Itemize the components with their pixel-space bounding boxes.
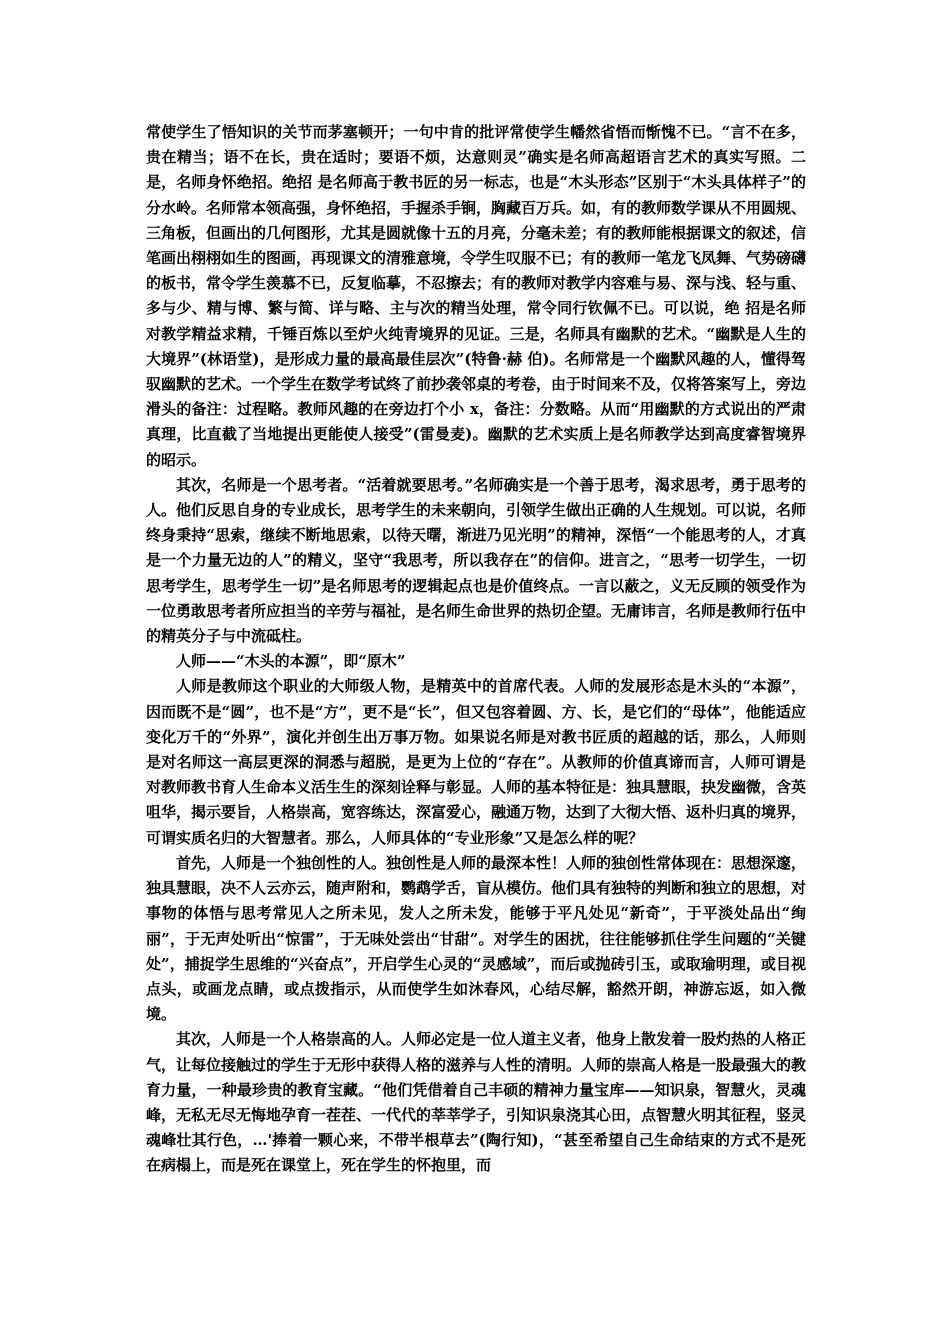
paragraph-4: 首先，人师是一个独创性的人。独创性是人师的最深本性！人师的独创性常体现在：思想深邃，独具慧眼，决不人云亦云，随声附和，鹦鹉学舌，盲从模仿。他们具有独特的判断和独立的思想，对事物的体悟与思考常见人之所未见，发人之所未发，能够于平凡处见“新奇”，于平淡处品出“绚丽”，于无声处听出“惊雷”，于无味处尝出“甘甜”。对学生的困扰，往往能够抓住学生问题的“关键处”，捕捉学生思维的“兴奋点”，开启学生心灵的“灵感域”，而后或抛砖引玉，或取瑜明理，或目视点头，或画龙点睛，或点拨指示，从而使学生如沐春风，心结尽解，豁然开朗，神游忘返，如入微境。 <box>146 853 807 1024</box>
paragraph-5: 其次，人师是一个人格崇高的人。人师必定是一位人道主义者，他身上散发着一股灼热的人格正气，让每位接触过的学生于无形中获得人格的滋养与人性的清明。人师的崇高人格是一股最强大的教育力量，一种最珍贵的教育宝藏。“他们凭借着自己丰硕的精神力量宝库——知识泉，智慧火，灵魂峰，无私无尽无悔地孕育一茬茬、一代代的莘莘学子，引知识泉浇其心田，点智慧火明其征程，竖灵魂峰壮其行色，…'捧着一颗心来，不带半根草去”(陶行知)，“甚至希望自己生命结束的方式不是死在病榻上，而是死在课堂上，死在学生的怀抱里，而 <box>146 1030 807 1175</box>
paragraph-2: 其次，名师是一个思考者。“活着就要思考。”名师确实是一个善于思考，渴求思考，勇于思考的人。他们反思自身的专业成长，思考学生的未来朝向，引领学生做出正确的人生规划。可以说，名师终身秉持“思索，继续不断地思索，以待天曙，渐进乃见光明”的精神，深悟“一个能思考的人，才真是一个力量无边的人”的精义，坚守“我思考，所以我存在”的信仰。进言之，“思考一切学生，一切思考学生，思考学生一切”是名师思考的逻辑起点也是价值终点。一言以蔽之，义无反顾的领受作为一位勇敢思考者所应担当的辛劳与福祉，是名师生命世界的热切企望。无庸讳言，名师是教师行伍中的精英分子与中流砥柱。 <box>146 475 807 646</box>
paragraph-3: 人师是教师这个职业的大师级人物，是精英中的首席代表。人师的发展形态是木头的“本源”，因而既不是“圆”，也不是“方”，更不是“长”，但又包容着圆、方、长，是它们的“母体”，他能适应变化万千的“外界”，演化并创生出万事万物。如果说名师是对教书匠质的超越的话，那么，人师则是对名师这一高层更深的洞悉与超脱，是更为上位的“存在”。从教师的价值真谛而言，人师可谓是对教师教书育人生命本义活生生的深刻诠释与彰显。人师的基本特征是：独具慧眼，抉发幽微，含英咀华，揭示要旨，人格崇高，宽容练达，深富爱心，融通万物，达到了大彻大悟、返朴归真的境界，可谓实质名归的大智慧者。那么，人师具体的“专业形象”又是怎么样的呢？ <box>146 677 807 847</box>
document-body <box>146 120 806 1179</box>
paragraph-1: 常使学生了悟知识的关节而茅塞顿开；一句中肯的批评常使学生幡然省悟而惭愧不已。“言不在多，贵在精当；语不在长，贵在适时；要语不烦，达意则灵”确实是名师高超语言艺术的真实写照。二是，名师身怀绝招。绝招 是名师高于教书匠的另一标志，也是“木头形态”区别于“木头具体样子”的分水岭。名师常本领高强，身怀绝招，手握杀手锏，胸藏百万兵。如，有的教师数学课从不用圆规、三角板，但画出的几何图形，尤其是圆就像十五的月亮，分毫未差；有的教师能根据课文的叙述，信笔画出栩栩如生的图画，再现课文的清雅意境，令学生叹服不已；有的教师一笔龙飞凤舞、气势磅礴的板书，常令学生羡慕不已，反复临摹，不忍擦去；有的教师对教学内容难与易、深与浅、轻与重、多与少、精与博、繁与简、详与略、主与次的精当处理，常令同行钦佩不已。可以说，绝 招是名师对教学精益求精，千锤百炼以至炉火纯青境界的见证。三是，名师具有幽默的艺术。“幽默是人生的大境界”(林语堂)，是形成力量的最高最佳层次”(特鲁·赫 伯)。名师常是一个幽默风趣的人，懂得驾驭幽默的艺术。一个学生在数学考试终了前抄袭邻桌的考卷，由于时间来不及，仅将答案写上，旁边滑头的备注：过程略。教师风趣的在旁边打个小 x，备注：分数略。从而“用幽默的方式说出的严肃真理，比直截了当地提出更能使人接受”(雷曼麦)。幽默的艺术实质上是名师教学达到高度睿智境界的昭示。 <box>146 123 807 469</box>
section-heading: 人师——“木头的本源”，即“原木” <box>176 652 406 671</box>
